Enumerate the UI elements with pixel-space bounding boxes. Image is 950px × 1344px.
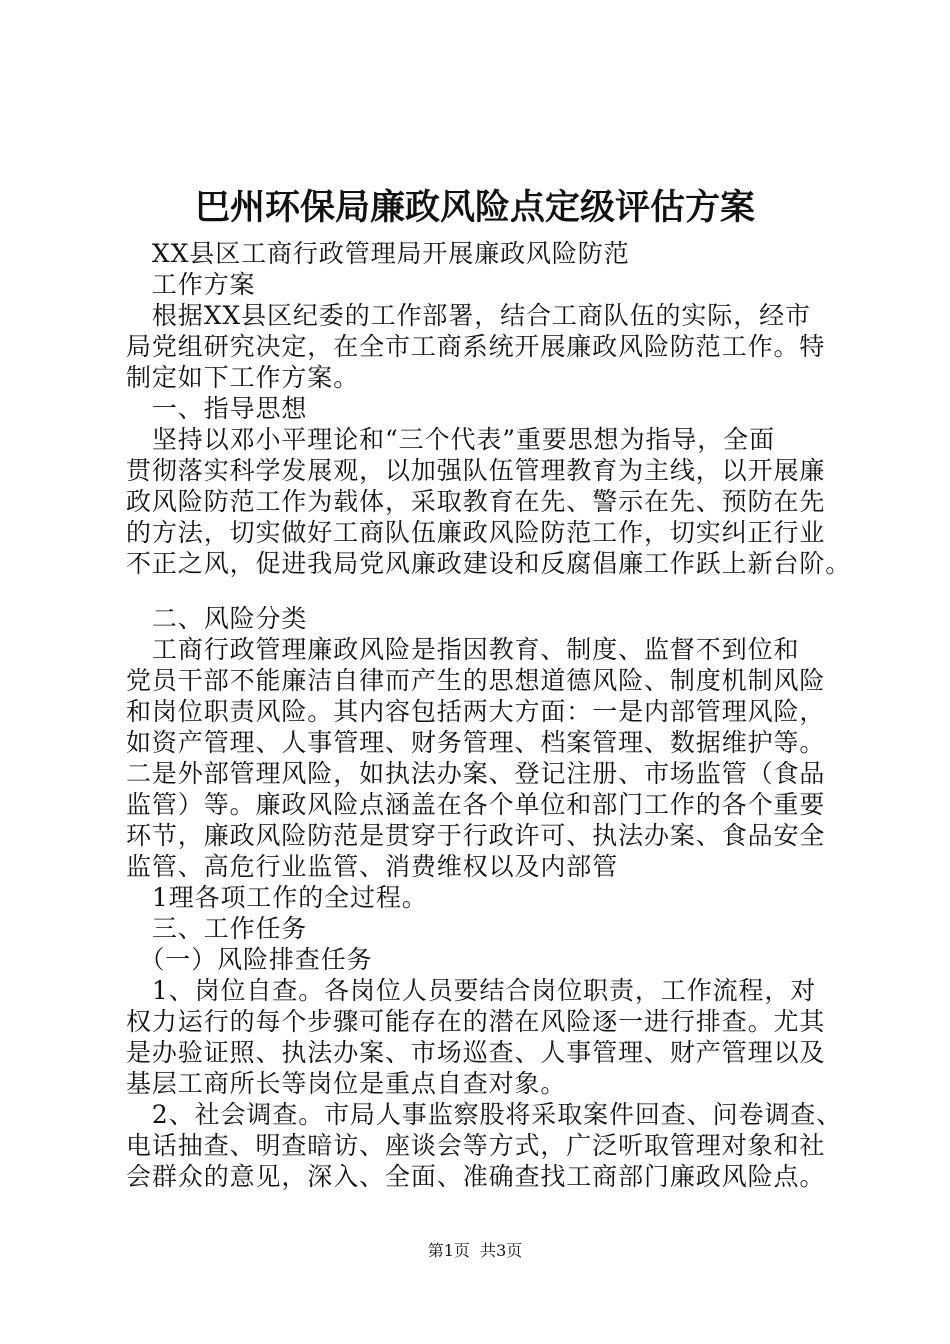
text-line: 党员干部不能廉洁自律而产生的思想道德风险、制度机制风险 xyxy=(126,666,826,695)
text-line: 如资产管理、人事管理、财务管理、档案管理、数据维护等。 xyxy=(126,728,826,757)
text-line: 和岗位职责风险。其内容包括两大方面：一是内部管理风险， xyxy=(126,697,826,726)
text-line: 不正之风，促进我局党风廉政建设和反腐倡廉工作跃上新台阶。 xyxy=(126,549,852,578)
text-line: 一、指导思想 xyxy=(126,394,308,423)
text-line: 1理各项工作的全过程。 xyxy=(126,883,428,912)
text-line: 监管、高危行业监管、消费维权以及内部管 xyxy=(126,852,619,881)
text-line: XX县区工商行政管理局开展廉政风险防范 xyxy=(126,239,630,268)
text-line: 环节，廉政风险防范是贯穿于行政许可、执法办案、食品安全 xyxy=(126,821,826,850)
text-line: 三、工作任务 xyxy=(126,914,308,943)
text-line: 监管）等。廉政风险点涵盖在各个单位和部门工作的各个重要 xyxy=(126,790,826,819)
text-line: 局党组研究决定，在全市工商系统开展廉政风险防范工作。特 xyxy=(126,332,826,361)
text-line: 坚持以邓小平理论和“三个代表”重要思想为指导，全面 xyxy=(126,425,775,454)
text-line: 二、风险分类 xyxy=(126,604,308,633)
text-line: 1、岗位自查。各岗位人员要结合岗位职责，工作流程，对 xyxy=(126,976,817,1005)
document-title: 巴州环保局廉政风险点定级评估方案 xyxy=(194,188,755,228)
text-line: 的方法，切实做好工商队伍廉政风险防范工作，切实纠正行业 xyxy=(126,518,826,547)
text-line: 制定如下工作方案。 xyxy=(126,363,360,392)
text-line: 工商行政管理廉政风险是指因教育、制度、监督不到位和 xyxy=(126,635,800,664)
text-line: 会群众的意见，深入、全面、准确查找工商部门廉政风险点。 xyxy=(126,1162,826,1191)
text-line: 权力运行的每个步骤可能存在的潜在风险逐一进行排查。尤其 xyxy=(126,1007,826,1036)
text-line: 2、社会调查。市局人事监察股将采取案件回查、问卷调查、 xyxy=(126,1100,843,1129)
text-line: 贯彻落实科学发展观，以加强队伍管理教育为主线，以开展廉 xyxy=(126,456,826,485)
text-line: 根据XX县区纪委的工作部署，结合工商队伍的实际，经市 xyxy=(126,301,811,330)
text-line: 工作方案 xyxy=(126,270,256,299)
text-line: 基层工商所长等岗位是重点自查对象。 xyxy=(126,1069,567,1098)
text-line: （一）风险排查任务 xyxy=(126,945,373,974)
text-line: 二是外部管理风险，如执法办案、登记注册、市场监管（食品 xyxy=(126,759,826,788)
text-line: 政风险防范工作为载体，采取教育在先、警示在先、预防在先 xyxy=(126,487,826,516)
page-number-footer: 第1页 共3页 xyxy=(427,1241,523,1260)
text-line: 是办验证照、执法办案、市场巡查、人事管理、财产管理以及 xyxy=(126,1038,826,1067)
text-line: 电话抽查、明查暗访、座谈会等方式，广泛听取管理对象和社 xyxy=(126,1131,826,1160)
